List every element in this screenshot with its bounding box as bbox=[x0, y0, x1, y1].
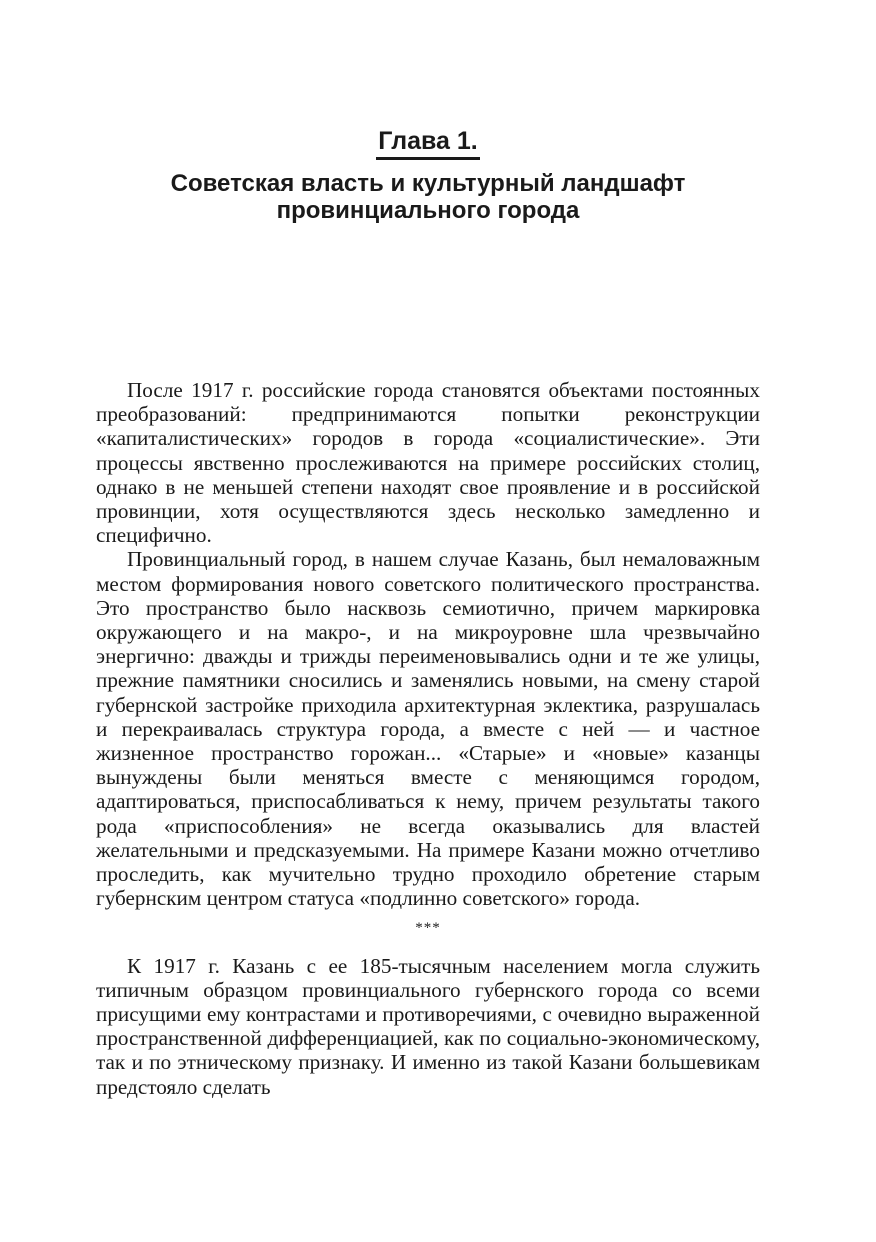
chapter-title bbox=[60, 170, 796, 224]
paragraph-1: После 1917 г. российские города становятся объектами постоянных преобразований: предпринимаются попытки реконструкции «капиталистических» городов в города «социалистические». Эти процессы явственно прослеживаются на примере российских столиц, однако в не меньшей степени находят свое проявление и в российской провинции, хотя осуществляются здесь несколько замедленно и специфично. bbox=[96, 378, 760, 548]
paragraph-3: К 1917 г. Казань с ее 185-тысячным населением могла служить типичным образцом провинциального губернского города со всеми присущими ему контрастами и противоречиями, с очевидно выраженной пространственной дифференциацией, как по социально-экономическому, так и по этническому признаку. И именно из такой Казани большевикам предстояло сделать bbox=[96, 953, 760, 1099]
chapter-title-line-1: Советская власть и культурный ландшафт bbox=[170, 170, 686, 197]
chapter-label-text: Глава 1. bbox=[376, 126, 479, 160]
paragraph-2: Провинциальный город, в нашем случае Казань, был немаловажным местом формирования нового советского политического пространства. Это пространство было насквозь семиотично, причем маркировка окружающего и на макро-, и на микроуровне шла чрезвычайно энергично: дважды и трижды переименовывались одни и те же улицы, прежние памятники сносились и заменялись новыми, на смену старой губернской застройке приходила архитектурная эклектика, разрушалась и перекраивалась структура города, а вместе с ней — и частное жизненное пространство горожан... «Старые» и «новые» казанцы вынуждены были меняться вместе с меняющимся городом, адаптироваться, приспосабливаться к нему, причем результаты такого рода «приспособления» не всегда оказывались для властей желательными и предсказуемыми. На примере Казани можно отчетливо проследить, как мучительно трудно проходило обретение старым губернским центром статуса «подлинно советского» города. bbox=[96, 547, 760, 911]
chapter-title-line-2: провинциального города bbox=[276, 197, 580, 224]
section-separator: *** bbox=[415, 920, 441, 937]
body-text bbox=[96, 378, 760, 1099]
chapter-label bbox=[0, 124, 856, 160]
